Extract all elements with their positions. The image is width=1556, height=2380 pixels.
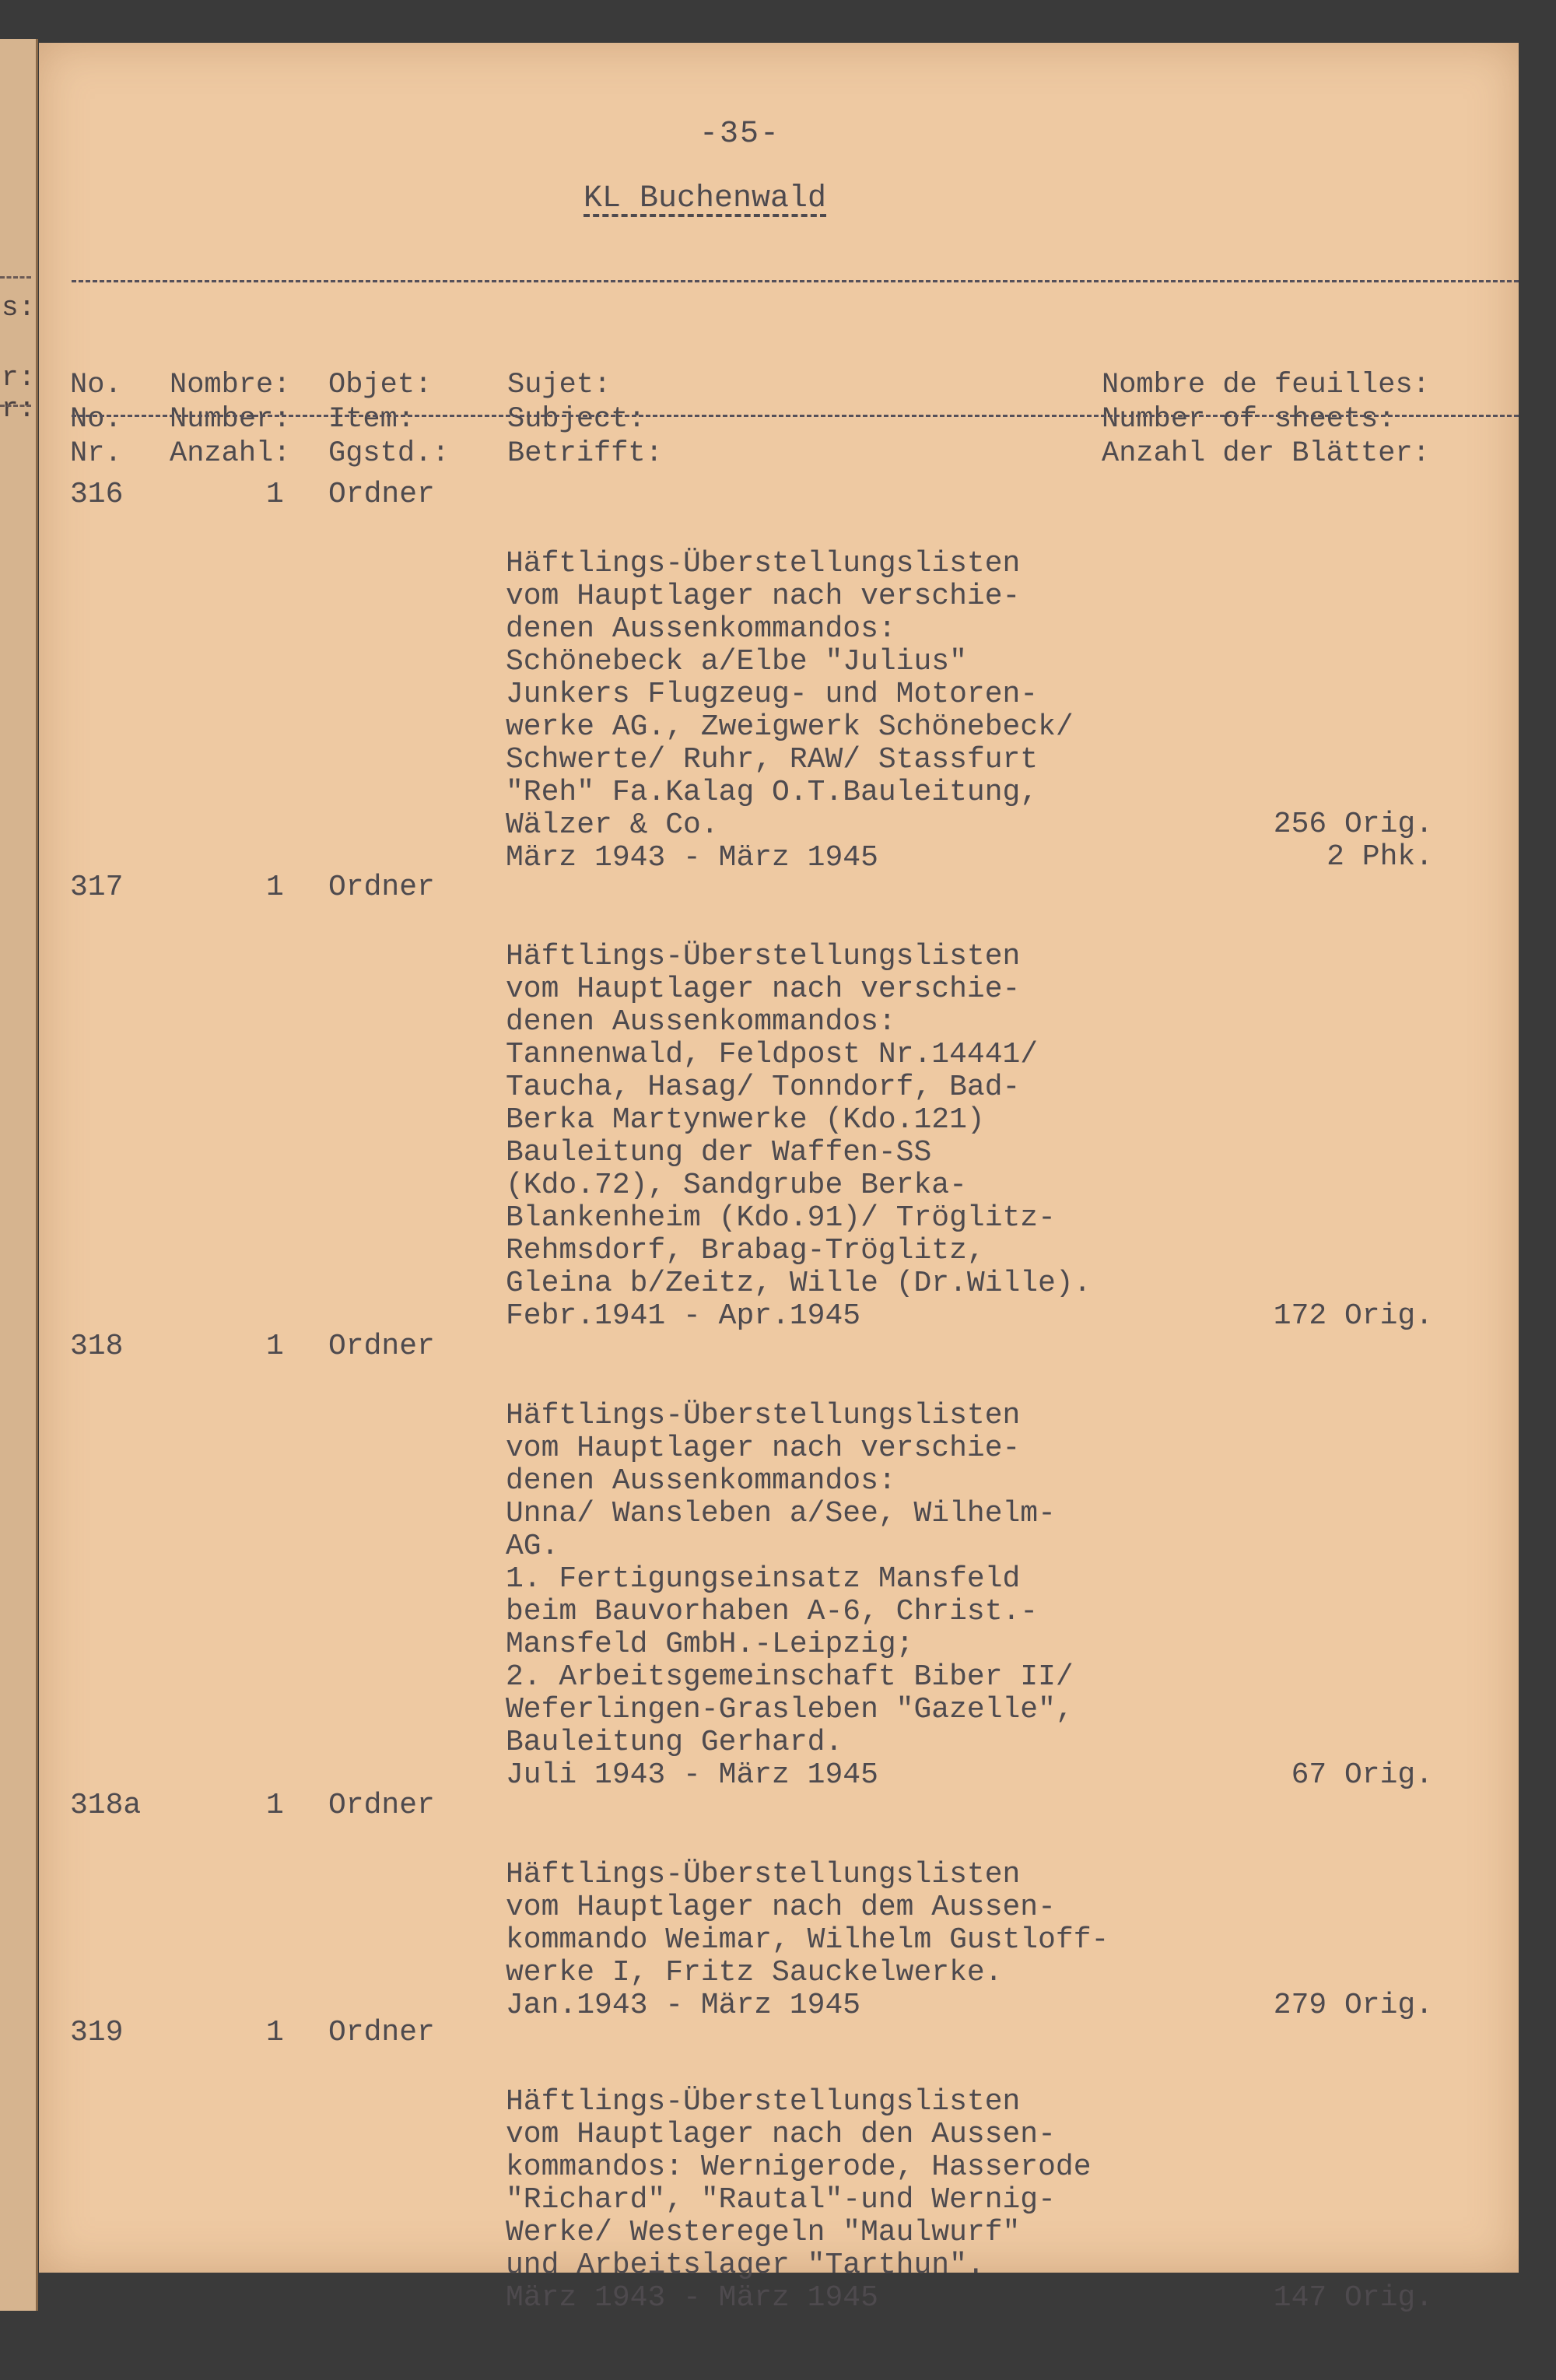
- entry-item: Ordner: [328, 871, 435, 904]
- entry-count: 1: [266, 1789, 284, 1822]
- entry-number: 319: [70, 2016, 124, 2049]
- entry-number: 318: [70, 1330, 124, 1363]
- entry-count: 1: [266, 1330, 284, 1363]
- column-header-count: Nombre: Number: Anzahl:: [170, 369, 291, 470]
- entry-item: Ordner: [328, 1789, 435, 1822]
- entry-subject: Häftlings-Überstellungslisten vom Hauptlager nach den Aussen- kommandos: Wernigerode, Hasserode "Richard", "Rautal"-und Wernig- Werke/ Westeregeln "Maulwurf" und Arbeitslager "Tarthun". März 1943 - März 1945: [506, 2085, 1092, 2315]
- entry-sheets: 147 Orig.: [1273, 2281, 1433, 2315]
- header-rule-top: [72, 280, 1519, 282]
- document-page: [39, 43, 1519, 2315]
- entry-item: Ordner: [328, 1330, 435, 1363]
- column-header-number: No. No. Nr.: [70, 369, 122, 470]
- previous-page-fragment: r:: [2, 362, 36, 394]
- entry-subject: Häftlings-Überstellungslisten vom Hauptlager nach dem Aussen- kommando Weimar, Wilhelm Gustloff- werke I, Fritz Sauckelwerke. Jan.1943 - März 1945: [506, 1858, 1109, 2022]
- entry-count: 1: [266, 871, 284, 904]
- entry-item: Ordner: [328, 478, 435, 511]
- entry-count: 1: [266, 2016, 284, 2049]
- entry-item: Ordner: [328, 2016, 435, 2049]
- entry-subject: Häftlings-Überstellungslisten vom Hauptlager nach verschie- denen Aussenkommandos: Schönebeck a/Elbe "Julius" Junkers Flugzeug- und Motoren- werke AG., Zweigwerk Schönebeck/ Schwerte/ Ruhr, RAW/ Stassfurt "Reh" Fa.Kalag O.T.Bauleitung, Wälzer & Co. März 1943 - März 1945: [506, 547, 1074, 875]
- entry-subject: Häftlings-Überstellungslisten vom Hauptlager nach verschie- denen Aussenkommandos: Tannenwald, Feldpost Nr.14441/ Taucha, Hasag/ Tonndorf, Bad- Berka Martynwerke (Kdo.121) Bauleitung der Waffen-SS (Kdo.72), Sandgrube Berka- Blankenheim (Kdo.91)/ Tröglitz- Rehmsdorf, Brabag-Tröglitz, Gleina b/Zeitz, Wille (Dr.Wille). Febr.1941 - Apr.1945: [506, 940, 1092, 1333]
- previous-page-fragment: s:: [2, 292, 36, 324]
- column-header-sheets: Nombre de feuilles: Number of sheets: Anzahl der Blätter:: [1102, 369, 1430, 470]
- entry-number: 318a: [70, 1789, 142, 1822]
- previous-page-edge: [0, 39, 38, 2311]
- entry-number: 317: [70, 871, 124, 904]
- previous-page-rule: [0, 405, 31, 407]
- page-number: -35-: [699, 117, 780, 152]
- header-rule-bottom: [72, 415, 1519, 417]
- column-header-subject: Sujet: Subject: Betrifft:: [507, 369, 663, 470]
- column-header-item: Objet: Item: Ggstd.:: [328, 369, 450, 470]
- entry-sheets: 172 Orig.: [1273, 1299, 1433, 1333]
- previous-page-rule: [0, 276, 31, 279]
- entry-subject: Häftlings-Überstellungslisten vom Hauptlager nach verschie- denen Aussenkommandos: Unna/ Wansleben a/See, Wilhelm- AG. 1. Fertigungseinsatz Mansfeld beim Bauvorhaben A-6, Christ.- Mansfeld GmbH.-Leipzig; 2. Arbeitsgemeinschaft Biber II/ Weferlingen-Grasleben "Gazelle", Bauleitung Gerhard. Juli 1943 - März 1945: [506, 1399, 1074, 1792]
- entry-sheets: 256 Orig. 2 Phk.: [1273, 808, 1433, 874]
- previous-page-fragment: r:: [2, 393, 36, 425]
- entry-sheets: 279 Orig.: [1273, 1989, 1433, 2022]
- page-title: KL Buchenwald: [584, 181, 827, 216]
- entry-sheets: 67 Orig.: [1291, 1758, 1433, 1792]
- entry-number: 316: [70, 478, 124, 511]
- entry-count: 1: [266, 478, 284, 511]
